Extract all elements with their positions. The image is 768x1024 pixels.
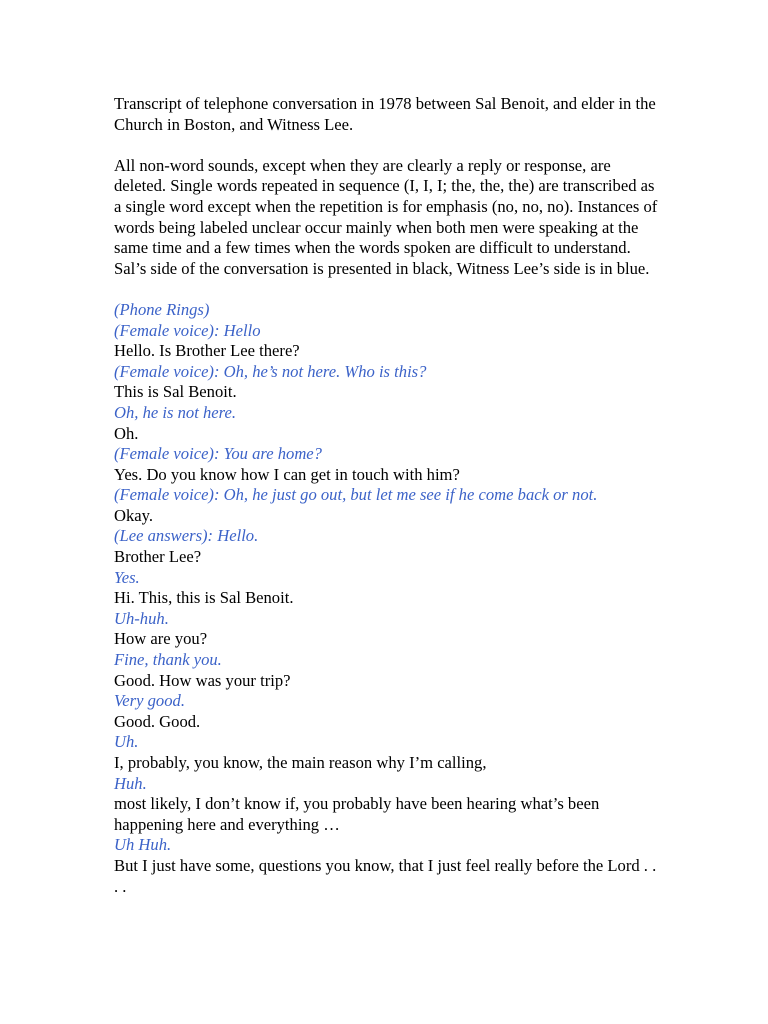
lee-line: (Female voice): Oh, he just go out, but let me see if he come back or not. — [114, 485, 598, 505]
lee-line: Oh, he is not here. — [114, 402, 236, 422]
lee-line: (Female voice): You are home? — [114, 444, 322, 464]
lee-line: Very good. — [114, 691, 185, 711]
sal-line: Hi. This, this is Sal Benoit. — [114, 588, 294, 608]
sal-line: This is Sal Benoit. — [114, 382, 237, 402]
lee-line: Uh-huh. — [114, 608, 169, 628]
sal-line: Good. Good. — [114, 711, 201, 731]
lee-line: Huh. — [114, 773, 147, 793]
lee-line: Fine, thank you. — [114, 650, 222, 670]
transcript-page — [114, 94, 659, 897]
dialogue-transcript — [114, 300, 659, 897]
sal-line: But I just have some, questions you know, that I just feel really before the Lord . . . . — [114, 855, 657, 896]
lee-line: Uh Huh. — [114, 835, 172, 855]
sal-line: How are you? — [114, 629, 208, 649]
lee-line: (Lee answers): Hello. — [114, 526, 259, 546]
lee-line: (Phone Rings) — [114, 299, 210, 319]
sal-line: I, probably, you know, the main reason why I’m calling, — [114, 753, 487, 772]
sal-line: Yes. Do you know how I can get in touch with him? — [114, 464, 460, 484]
lee-line: (Female voice): Hello — [114, 320, 261, 340]
sal-line: Oh. — [114, 423, 139, 443]
sal-line: Okay. — [114, 505, 154, 525]
sal-line: Good. How was your trip? — [114, 670, 291, 690]
sal-line: most likely, I don’t know if, you probably have been hearing what’s been happening here and everything … — [114, 794, 600, 834]
lee-line: Yes. — [114, 567, 140, 587]
sal-line: Hello. Is Brother Lee there? — [114, 341, 300, 361]
lee-line: Uh. — [114, 732, 139, 752]
intro-title-paragraph: Transcript of telephone conversation in 1978 between Sal Benoit, and elder in the Church in Boston, and Witness Lee. — [114, 94, 656, 134]
sal-line: Brother Lee? — [114, 547, 202, 567]
intro-notes-paragraph: All non-word sounds, except when they are clearly a reply or response, are deleted. Single words repeated in sequence (I, I, I; the, the, the) are transcribed as a single word except when the repetition is for emphasis (no, no, no). Instances of words being labeled unclear occur mainly when both men were speaking at the same time and a few times when the words spoken are difficult to understand. Sal’s side of the conversation is presented in black, Witness Lee’s side is in blue. — [114, 155, 658, 278]
lee-line: (Female voice): Oh, he’s not here. Who is this? — [114, 361, 427, 381]
